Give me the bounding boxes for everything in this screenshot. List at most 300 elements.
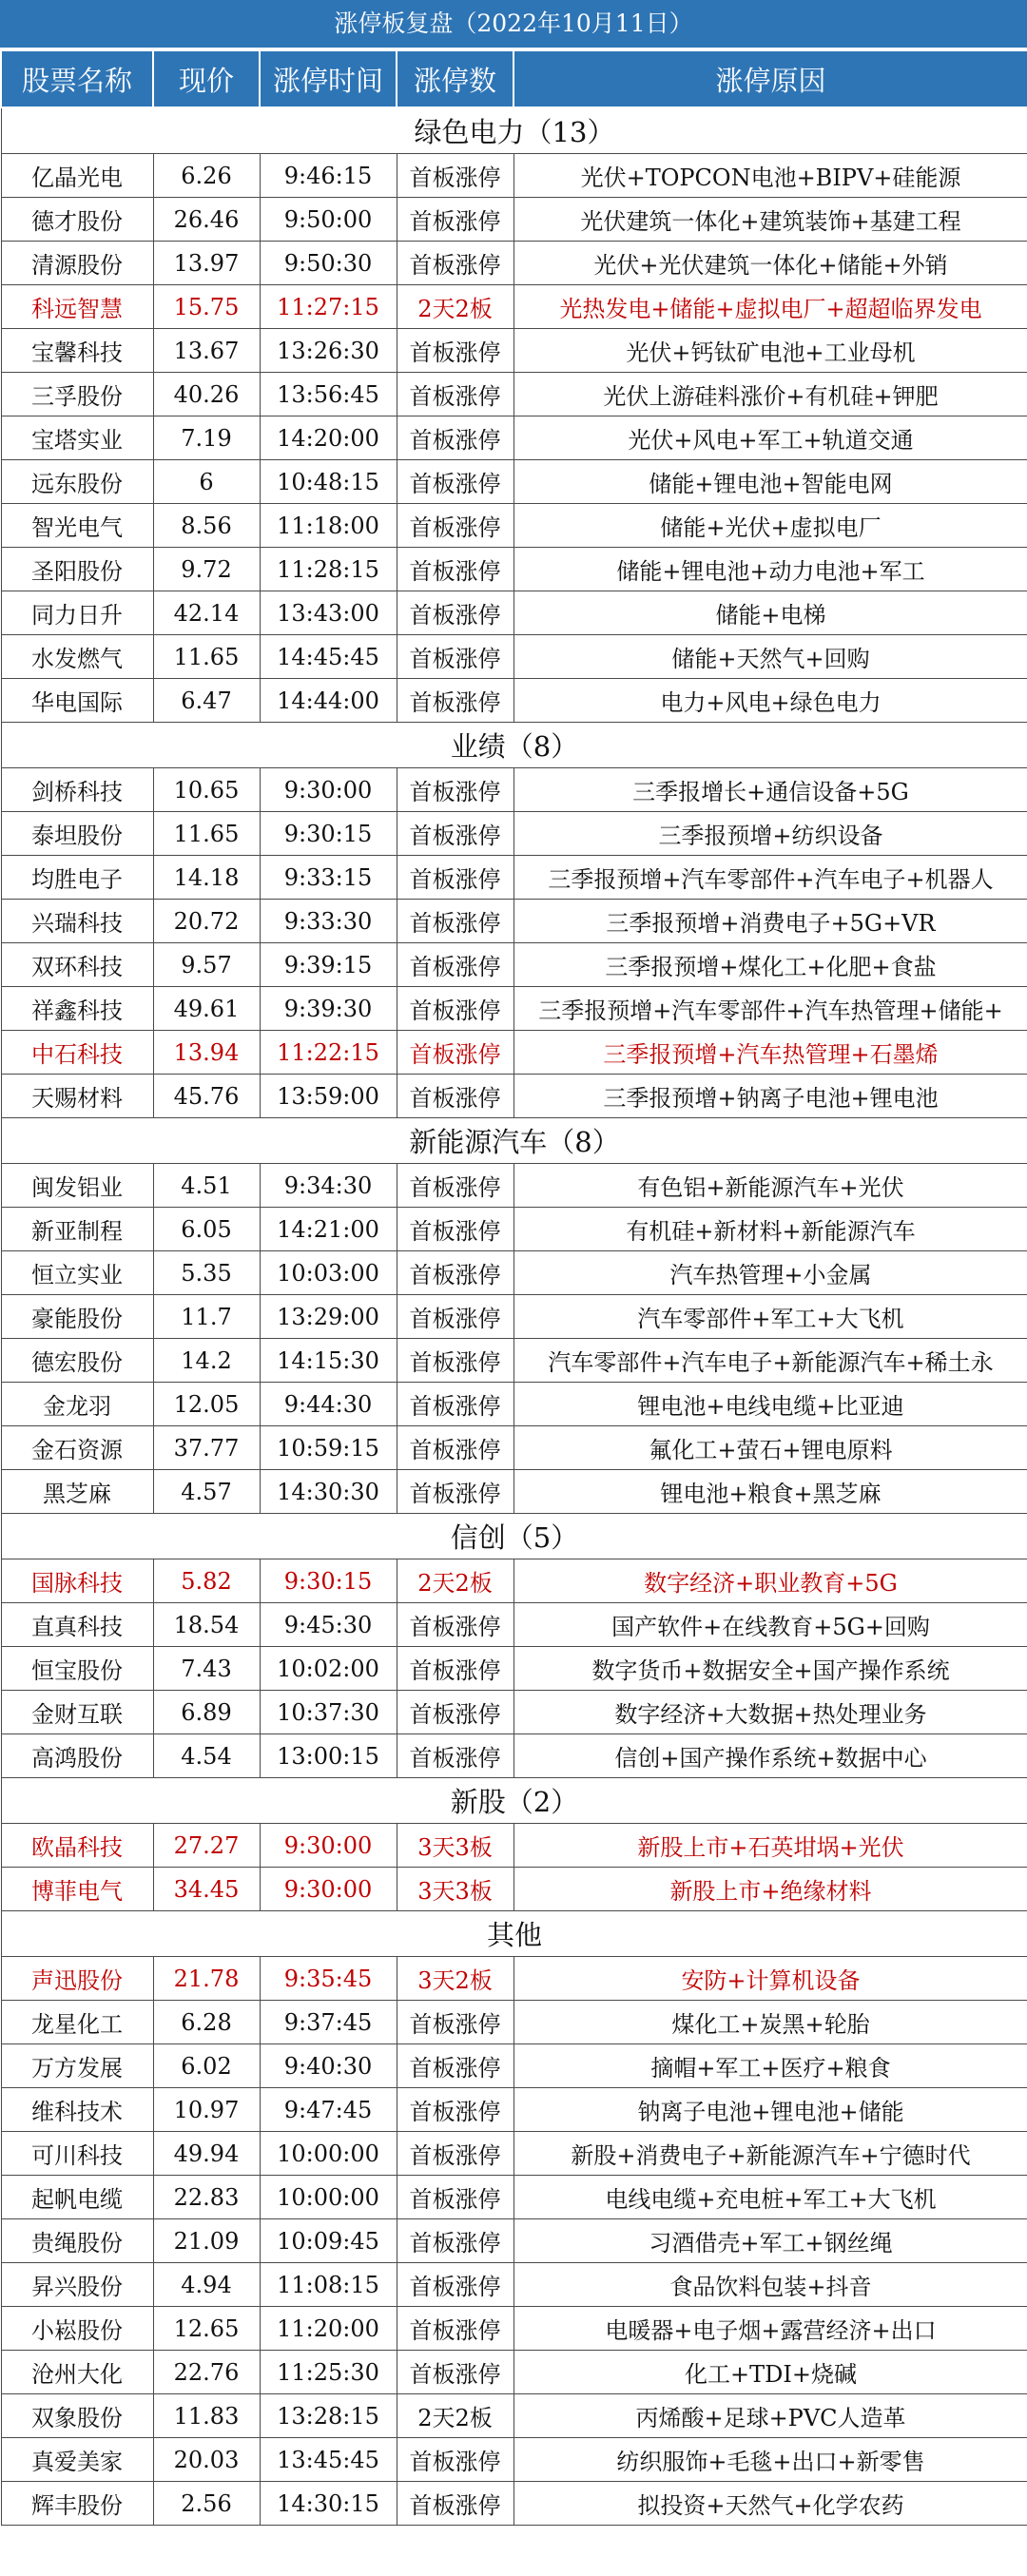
table-row xyxy=(1,154,1027,198)
limit-reason-cell: 汽车热管理+小金属 xyxy=(514,1251,1027,1295)
limit-count-cell: 首板涨停 xyxy=(397,2263,514,2307)
limit-time-cell: 13:59:00 xyxy=(260,1075,397,1118)
limit-count-cell: 首板涨停 xyxy=(397,812,514,856)
limit-count-cell: 首板涨停 xyxy=(397,2219,514,2263)
limit-count-cell: 首板涨停 xyxy=(397,1426,514,1470)
limit-time-cell: 9:39:15 xyxy=(260,943,397,987)
table-row xyxy=(1,1208,1027,1251)
limit-count-cell: 首板涨停 xyxy=(397,504,514,548)
price-cell: 14.2 xyxy=(153,1339,260,1383)
limit-reason-cell: 光伏+钙钛矿电池+工业母机 xyxy=(514,329,1027,373)
limit-time-cell: 13:28:15 xyxy=(260,2394,397,2438)
table-row xyxy=(1,900,1027,943)
table-row xyxy=(1,2394,1027,2438)
price-cell: 49.61 xyxy=(153,987,260,1031)
section-header-row xyxy=(1,1911,1027,1957)
price-cell: 22.83 xyxy=(153,2176,260,2219)
limit-reason-cell: 有机硅+新材料+新能源汽车 xyxy=(514,1208,1027,1251)
stock-name-cell: 黑芝麻 xyxy=(1,1470,153,1514)
section-header-row xyxy=(1,1118,1027,1164)
limit-time-cell: 14:45:45 xyxy=(260,635,397,679)
limit-time-cell: 14:21:00 xyxy=(260,1208,397,1251)
limit-time-cell: 14:20:00 xyxy=(260,416,397,460)
price-cell: 45.76 xyxy=(153,1075,260,1118)
limit-time-cell: 9:35:45 xyxy=(260,1957,397,2001)
price-cell: 15.75 xyxy=(153,285,260,329)
limit-count-cell: 2天2板 xyxy=(397,285,514,329)
table-header-row xyxy=(1,50,1027,107)
limit-time-cell: 13:26:30 xyxy=(260,329,397,373)
section-label: 绿色电力（13） xyxy=(1,107,1027,154)
limit-time-cell: 9:33:15 xyxy=(260,856,397,900)
price-cell: 14.18 xyxy=(153,856,260,900)
stock-name-cell: 均胜电子 xyxy=(1,856,153,900)
limit-time-cell: 9:50:30 xyxy=(260,242,397,285)
limit-count-cell: 首板涨停 xyxy=(397,1295,514,1339)
stock-name-cell: 维科技术 xyxy=(1,2088,153,2132)
stock-name-cell: 声迅股份 xyxy=(1,1957,153,2001)
table-row xyxy=(1,943,1027,987)
limit-reason-cell: 储能+锂电池+智能电网 xyxy=(514,460,1027,504)
limit-count-cell: 2天2板 xyxy=(397,2394,514,2438)
limit-reason-cell: 煤化工+炭黑+轮胎 xyxy=(514,2001,1027,2044)
limit-count-cell: 3天3板 xyxy=(397,1824,514,1868)
section-header-row xyxy=(1,723,1027,768)
stock-name-cell: 万方发展 xyxy=(1,2044,153,2088)
stock-name-cell: 圣阳股份 xyxy=(1,548,153,591)
table-row xyxy=(1,679,1027,723)
limit-reason-cell: 电力+风电+绿色电力 xyxy=(514,679,1027,723)
limit-time-cell: 11:08:15 xyxy=(260,2263,397,2307)
limit-time-cell: 11:22:15 xyxy=(260,1031,397,1075)
limit-reason-cell: 储能+锂电池+动力电池+军工 xyxy=(514,548,1027,591)
table-row xyxy=(1,2482,1027,2526)
limit-count-cell: 首板涨停 xyxy=(397,679,514,723)
table-row xyxy=(1,635,1027,679)
limit-count-cell: 首板涨停 xyxy=(397,1470,514,1514)
limit-time-cell: 14:15:30 xyxy=(260,1339,397,1383)
price-cell: 6.47 xyxy=(153,679,260,723)
stock-name-cell: 金石资源 xyxy=(1,1426,153,1470)
table-row xyxy=(1,1251,1027,1295)
price-cell: 34.45 xyxy=(153,1868,260,1911)
limit-count-cell: 首板涨停 xyxy=(397,943,514,987)
limit-time-cell: 10:37:30 xyxy=(260,1691,397,1734)
stock-name-cell: 三孚股份 xyxy=(1,373,153,416)
limit-time-cell: 10:09:45 xyxy=(260,2219,397,2263)
limit-reason-cell: 新股上市+绝缘材料 xyxy=(514,1868,1027,1911)
price-cell: 6 xyxy=(153,460,260,504)
limit-count-cell: 首板涨停 xyxy=(397,768,514,812)
stock-name-cell: 欧晶科技 xyxy=(1,1824,153,1868)
stock-name-cell: 真爱美家 xyxy=(1,2438,153,2482)
stock-name-cell: 同力日升 xyxy=(1,591,153,635)
limit-time-cell: 9:44:30 xyxy=(260,1383,397,1426)
stock-name-cell: 德才股份 xyxy=(1,198,153,242)
stock-name-cell: 龙星化工 xyxy=(1,2001,153,2044)
stock-name-cell: 双象股份 xyxy=(1,2394,153,2438)
limit-count-cell: 首板涨停 xyxy=(397,548,514,591)
table-row xyxy=(1,2044,1027,2088)
table-body xyxy=(1,107,1027,2526)
price-cell: 42.14 xyxy=(153,591,260,635)
limit-reason-cell: 化工+TDI+烧碱 xyxy=(514,2351,1027,2394)
section-label: 信创（5） xyxy=(1,1514,1027,1559)
section-label: 新股（2） xyxy=(1,1778,1027,1824)
limit-time-cell: 9:45:30 xyxy=(260,1603,397,1647)
limit-time-cell: 10:03:00 xyxy=(260,1251,397,1295)
table-row xyxy=(1,2132,1027,2176)
price-cell: 11.83 xyxy=(153,2394,260,2438)
table-row xyxy=(1,591,1027,635)
price-cell: 21.78 xyxy=(153,1957,260,2001)
stock-name-cell: 恒宝股份 xyxy=(1,1647,153,1691)
limit-count-cell: 首板涨停 xyxy=(397,1208,514,1251)
limit-reason-cell: 储能+光伏+虚拟电厂 xyxy=(514,504,1027,548)
limit-reason-cell: 丙烯酸+足球+PVC人造革 xyxy=(514,2394,1027,2438)
limit-reason-cell: 三季报预增+汽车热管理+石墨烯 xyxy=(514,1031,1027,1075)
limit-reason-cell: 储能+天然气+回购 xyxy=(514,635,1027,679)
limit-time-cell: 9:30:00 xyxy=(260,1824,397,1868)
price-cell: 22.76 xyxy=(153,2351,260,2394)
table-row xyxy=(1,1383,1027,1426)
table-row xyxy=(1,548,1027,591)
limit-count-cell: 首板涨停 xyxy=(397,1647,514,1691)
limit-reason-cell: 电线电缆+充电桩+军工+大飞机 xyxy=(514,2176,1027,2219)
stock-name-cell: 新亚制程 xyxy=(1,1208,153,1251)
limit-count-cell: 2天2板 xyxy=(397,1559,514,1603)
price-cell: 10.97 xyxy=(153,2088,260,2132)
price-cell: 12.05 xyxy=(153,1383,260,1426)
table-row xyxy=(1,1031,1027,1075)
stock-name-cell: 亿晶光电 xyxy=(1,154,153,198)
price-cell: 11.65 xyxy=(153,635,260,679)
limit-reason-cell: 新股+消费电子+新能源汽车+宁德时代 xyxy=(514,2132,1027,2176)
price-cell: 26.46 xyxy=(153,198,260,242)
limit-count-cell: 首板涨停 xyxy=(397,2001,514,2044)
limit-count-cell: 首板涨停 xyxy=(397,635,514,679)
price-cell: 5.35 xyxy=(153,1251,260,1295)
price-cell: 11.65 xyxy=(153,812,260,856)
table-row xyxy=(1,373,1027,416)
limit-time-cell: 13:43:00 xyxy=(260,591,397,635)
limit-time-cell: 9:33:30 xyxy=(260,900,397,943)
limit-count-cell: 首板涨停 xyxy=(397,154,514,198)
limit-reason-cell: 光热发电+储能+虚拟电厂+超超临界发电 xyxy=(514,285,1027,329)
stock-name-cell: 宝塔实业 xyxy=(1,416,153,460)
limit-reason-cell: 钠离子电池+锂电池+储能 xyxy=(514,2088,1027,2132)
limit-time-cell: 10:48:15 xyxy=(260,460,397,504)
limit-time-cell: 10:00:00 xyxy=(260,2176,397,2219)
price-cell: 13.94 xyxy=(153,1031,260,1075)
header-stock-name: 股票名称 xyxy=(1,50,153,107)
price-cell: 9.57 xyxy=(153,943,260,987)
limit-time-cell: 11:28:15 xyxy=(260,548,397,591)
stock-name-cell: 可川科技 xyxy=(1,2132,153,2176)
stock-name-cell: 沧州大化 xyxy=(1,2351,153,2394)
limit-reason-cell: 三季报增长+通信设备+5G xyxy=(514,768,1027,812)
table-row xyxy=(1,1734,1027,1778)
price-cell: 37.77 xyxy=(153,1426,260,1470)
price-cell: 27.27 xyxy=(153,1824,260,1868)
table-row xyxy=(1,1295,1027,1339)
limit-reason-cell: 摘帽+军工+医疗+粮食 xyxy=(514,2044,1027,2088)
stock-name-cell: 祥鑫科技 xyxy=(1,987,153,1031)
price-cell: 2.56 xyxy=(153,2482,260,2526)
limit-reason-cell: 拟投资+天然气+化学农药 xyxy=(514,2482,1027,2526)
price-cell: 20.03 xyxy=(153,2438,260,2482)
limit-time-cell: 11:18:00 xyxy=(260,504,397,548)
table-row xyxy=(1,1868,1027,1911)
price-cell: 7.43 xyxy=(153,1647,260,1691)
stock-name-cell: 贵绳股份 xyxy=(1,2219,153,2263)
table-row xyxy=(1,460,1027,504)
limit-reason-cell: 储能+电梯 xyxy=(514,591,1027,635)
section-header-row xyxy=(1,1514,1027,1559)
stock-name-cell: 金财互联 xyxy=(1,1691,153,1734)
price-cell: 11.7 xyxy=(153,1295,260,1339)
limit-count-cell: 首板涨停 xyxy=(397,987,514,1031)
price-cell: 13.67 xyxy=(153,329,260,373)
limit-count-cell: 首板涨停 xyxy=(397,2482,514,2526)
limit-count-cell: 首板涨停 xyxy=(397,460,514,504)
section-label: 业绩（8） xyxy=(1,723,1027,768)
limit-time-cell: 13:56:45 xyxy=(260,373,397,416)
table-row xyxy=(1,856,1027,900)
table-row xyxy=(1,2438,1027,2482)
stock-name-cell: 天赐材料 xyxy=(1,1075,153,1118)
stock-name-cell: 辉丰股份 xyxy=(1,2482,153,2526)
limit-reason-cell: 光伏建筑一体化+建筑装饰+基建工程 xyxy=(514,198,1027,242)
table-row xyxy=(1,2263,1027,2307)
limit-count-cell: 首板涨停 xyxy=(397,1734,514,1778)
table-row xyxy=(1,2001,1027,2044)
limit-time-cell: 11:20:00 xyxy=(260,2307,397,2351)
limit-time-cell: 11:27:15 xyxy=(260,285,397,329)
table-row xyxy=(1,1075,1027,1118)
limit-time-cell: 9:40:30 xyxy=(260,2044,397,2088)
limit-time-cell: 13:45:45 xyxy=(260,2438,397,2482)
price-cell: 4.57 xyxy=(153,1470,260,1514)
limit-time-cell: 14:44:00 xyxy=(260,679,397,723)
table-row xyxy=(1,2176,1027,2219)
limit-count-cell: 首板涨停 xyxy=(397,2351,514,2394)
limit-count-cell: 首板涨停 xyxy=(397,373,514,416)
price-cell: 12.65 xyxy=(153,2307,260,2351)
limit-reason-cell: 三季报预增+钠离子电池+锂电池 xyxy=(514,1075,1027,1118)
table-row xyxy=(1,1603,1027,1647)
limit-reason-cell: 三季报预增+煤化工+化肥+食盐 xyxy=(514,943,1027,987)
limit-count-cell: 首板涨停 xyxy=(397,2088,514,2132)
limit-count-cell: 首板涨停 xyxy=(397,1339,514,1383)
stock-name-cell: 华电国际 xyxy=(1,679,153,723)
limit-count-cell: 首板涨停 xyxy=(397,198,514,242)
limit-count-cell: 首板涨停 xyxy=(397,1691,514,1734)
limit-count-cell: 首板涨停 xyxy=(397,1383,514,1426)
limit-time-cell: 10:02:00 xyxy=(260,1647,397,1691)
price-cell: 4.94 xyxy=(153,2263,260,2307)
price-cell: 18.54 xyxy=(153,1603,260,1647)
price-cell: 6.89 xyxy=(153,1691,260,1734)
table-row xyxy=(1,1164,1027,1208)
limit-reason-cell: 三季报预增+汽车零部件+汽车电子+机器人 xyxy=(514,856,1027,900)
stock-name-cell: 豪能股份 xyxy=(1,1295,153,1339)
stock-name-cell: 宝馨科技 xyxy=(1,329,153,373)
table-row xyxy=(1,416,1027,460)
limit-count-cell: 首板涨停 xyxy=(397,1075,514,1118)
table-row xyxy=(1,1691,1027,1734)
price-cell: 7.19 xyxy=(153,416,260,460)
limit-time-cell: 9:50:00 xyxy=(260,198,397,242)
header-limit-reason: 涨停原因 xyxy=(514,50,1027,107)
limit-time-cell: 11:25:30 xyxy=(260,2351,397,2394)
limit-count-cell: 首板涨停 xyxy=(397,591,514,635)
limit-count-cell: 首板涨停 xyxy=(397,2438,514,2482)
table-row xyxy=(1,329,1027,373)
limit-time-cell: 9:30:00 xyxy=(260,1868,397,1911)
limit-reason-cell: 数字货币+数据安全+国产操作系统 xyxy=(514,1647,1027,1691)
limit-count-cell: 首板涨停 xyxy=(397,2132,514,2176)
table-row xyxy=(1,768,1027,812)
limit-count-cell: 首板涨停 xyxy=(397,2307,514,2351)
limit-time-cell: 9:37:45 xyxy=(260,2001,397,2044)
header-limit-time: 涨停时间 xyxy=(260,50,397,107)
limit-time-cell: 9:47:45 xyxy=(260,2088,397,2132)
price-cell: 49.94 xyxy=(153,2132,260,2176)
limit-time-cell: 9:30:15 xyxy=(260,812,397,856)
limit-count-cell: 首板涨停 xyxy=(397,900,514,943)
limit-reason-cell: 三季报预增+汽车零部件+汽车热管理+储能+ xyxy=(514,987,1027,1031)
stock-name-cell: 德宏股份 xyxy=(1,1339,153,1383)
limit-reason-cell: 锂电池+粮食+黑芝麻 xyxy=(514,1470,1027,1514)
stock-name-cell: 直真科技 xyxy=(1,1603,153,1647)
stock-name-cell: 科远智慧 xyxy=(1,285,153,329)
limit-reason-cell: 数字经济+职业教育+5G xyxy=(514,1559,1027,1603)
limit-reason-cell: 锂电池+电线电缆+比亚迪 xyxy=(514,1383,1027,1426)
limit-reason-cell: 汽车零部件+军工+大飞机 xyxy=(514,1295,1027,1339)
stock-name-cell: 高鸿股份 xyxy=(1,1734,153,1778)
stock-name-cell: 兴瑞科技 xyxy=(1,900,153,943)
price-cell: 4.54 xyxy=(153,1734,260,1778)
limit-reason-cell: 信创+国产操作系统+数据中心 xyxy=(514,1734,1027,1778)
stock-name-cell: 小崧股份 xyxy=(1,2307,153,2351)
limit-reason-cell: 氟化工+萤石+锂电原料 xyxy=(514,1426,1027,1470)
price-cell: 20.72 xyxy=(153,900,260,943)
limit-time-cell: 9:30:15 xyxy=(260,1559,397,1603)
limit-reason-cell: 光伏上游硅料涨价+有机硅+钾肥 xyxy=(514,373,1027,416)
table-row xyxy=(1,1647,1027,1691)
limit-count-cell: 3天2板 xyxy=(397,1957,514,2001)
limit-time-cell: 9:34:30 xyxy=(260,1164,397,1208)
price-cell: 8.56 xyxy=(153,504,260,548)
price-cell: 6.28 xyxy=(153,2001,260,2044)
stock-name-cell: 恒立实业 xyxy=(1,1251,153,1295)
limit-count-cell: 首板涨停 xyxy=(397,1603,514,1647)
price-cell: 6.26 xyxy=(153,154,260,198)
limit-count-cell: 首板涨停 xyxy=(397,1031,514,1075)
limit-reason-cell: 纺织服饰+毛毯+出口+新零售 xyxy=(514,2438,1027,2482)
section-header-row xyxy=(1,1778,1027,1824)
table-row xyxy=(1,987,1027,1031)
limit-time-cell: 10:59:15 xyxy=(260,1426,397,1470)
limit-count-cell: 首板涨停 xyxy=(397,1164,514,1208)
limit-time-cell: 13:00:15 xyxy=(260,1734,397,1778)
table-row xyxy=(1,1824,1027,1868)
table-row xyxy=(1,504,1027,548)
limit-up-table xyxy=(0,49,1027,2526)
limit-reason-cell: 有色铝+新能源汽车+光伏 xyxy=(514,1164,1027,1208)
limit-reason-cell: 习酒借壳+军工+钢丝绳 xyxy=(514,2219,1027,2263)
table-row xyxy=(1,1470,1027,1514)
section-label: 其他 xyxy=(1,1911,1027,1957)
stock-name-cell: 闽发铝业 xyxy=(1,1164,153,1208)
limit-time-cell: 13:29:00 xyxy=(260,1295,397,1339)
limit-time-cell: 14:30:15 xyxy=(260,2482,397,2526)
price-cell: 40.26 xyxy=(153,373,260,416)
stock-name-cell: 泰坦股份 xyxy=(1,812,153,856)
limit-count-cell: 首板涨停 xyxy=(397,2176,514,2219)
limit-count-cell: 首板涨停 xyxy=(397,1251,514,1295)
price-cell: 6.02 xyxy=(153,2044,260,2088)
limit-time-cell: 9:46:15 xyxy=(260,154,397,198)
header-limit-count: 涨停数 xyxy=(397,50,514,107)
limit-reason-cell: 光伏+风电+军工+轨道交通 xyxy=(514,416,1027,460)
price-cell: 6.05 xyxy=(153,1208,260,1251)
table-row xyxy=(1,198,1027,242)
price-cell: 21.09 xyxy=(153,2219,260,2263)
limit-reason-cell: 新股上市+石英坩埚+光伏 xyxy=(514,1824,1027,1868)
limit-count-cell: 首板涨停 xyxy=(397,856,514,900)
price-cell: 9.72 xyxy=(153,548,260,591)
stock-name-cell: 水发燃气 xyxy=(1,635,153,679)
limit-reason-cell: 电暖器+电子烟+露营经济+出口 xyxy=(514,2307,1027,2351)
table-row xyxy=(1,1957,1027,2001)
limit-time-cell: 14:30:30 xyxy=(260,1470,397,1514)
table-row xyxy=(1,2219,1027,2263)
limit-time-cell: 10:00:00 xyxy=(260,2132,397,2176)
limit-reason-cell: 三季报预增+消费电子+5G+VR xyxy=(514,900,1027,943)
stock-name-cell: 博菲电气 xyxy=(1,1868,153,1911)
table-row xyxy=(1,242,1027,285)
limit-reason-cell: 三季报预增+纺织设备 xyxy=(514,812,1027,856)
stock-name-cell: 起帆电缆 xyxy=(1,2176,153,2219)
table-row xyxy=(1,1559,1027,1603)
limit-reason-cell: 光伏+光伏建筑一体化+储能+外销 xyxy=(514,242,1027,285)
price-cell: 5.82 xyxy=(153,1559,260,1603)
stock-name-cell: 国脉科技 xyxy=(1,1559,153,1603)
table-row xyxy=(1,812,1027,856)
price-cell: 10.65 xyxy=(153,768,260,812)
price-cell: 13.97 xyxy=(153,242,260,285)
page-title: 涨停板复盘（2022年10月11日） xyxy=(0,0,1027,49)
table-row xyxy=(1,1426,1027,1470)
table-row xyxy=(1,2307,1027,2351)
limit-count-cell: 首板涨停 xyxy=(397,242,514,285)
section-header-row xyxy=(1,107,1027,154)
limit-reason-cell: 安防+计算机设备 xyxy=(514,1957,1027,2001)
stock-name-cell: 远东股份 xyxy=(1,460,153,504)
limit-count-cell: 首板涨停 xyxy=(397,416,514,460)
price-cell: 4.51 xyxy=(153,1164,260,1208)
limit-count-cell: 首板涨停 xyxy=(397,329,514,373)
table-row xyxy=(1,1339,1027,1383)
limit-reason-cell: 汽车零部件+汽车电子+新能源汽车+稀土永 xyxy=(514,1339,1027,1383)
stock-name-cell: 双环科技 xyxy=(1,943,153,987)
limit-time-cell: 9:39:30 xyxy=(260,987,397,1031)
limit-count-cell: 3天3板 xyxy=(397,1868,514,1911)
limit-reason-cell: 数字经济+大数据+热处理业务 xyxy=(514,1691,1027,1734)
limit-reason-cell: 食品饮料包装+抖音 xyxy=(514,2263,1027,2307)
